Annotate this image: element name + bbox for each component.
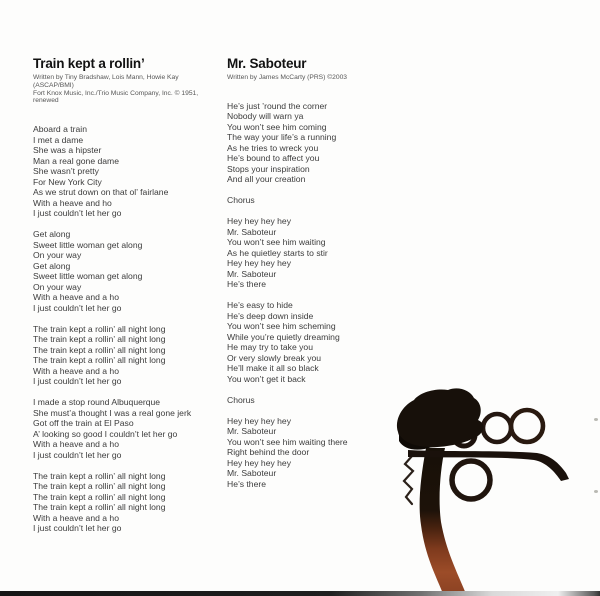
lyric-line: He’s deep down inside — [227, 310, 314, 321]
lyric-line: You won’t see him waiting there — [227, 436, 348, 447]
lyric-line: You won’t see him coming — [227, 121, 327, 132]
lyric-line: With a heave and ho — [33, 197, 112, 208]
spectacle-right-ring — [511, 410, 543, 442]
credit-line: Written by James McCarty (PRS) ©2003 — [227, 74, 348, 81]
credit-line: Fort Knox Music, Inc./Trio Music Company, Inc. © 1951, renewed — [33, 89, 199, 105]
lyric-line: Hey hey hey hey — [227, 457, 292, 468]
lyric-line: He’s easy to hide — [227, 300, 293, 311]
lyric-line: As we strut down on that ol’ fairlane — [33, 187, 169, 198]
lyric-line: For New York City — [33, 176, 102, 187]
lyric-line: And all your creation — [227, 174, 306, 185]
spectacle-left-ring — [483, 414, 511, 442]
lyric-line: The train kept a rollin’ all night long — [33, 334, 166, 345]
lyric-line: You won’t see him scheming — [227, 321, 336, 332]
hat-shape — [397, 388, 483, 447]
lyric-line: Stops your inspiration — [227, 163, 310, 174]
lyric-line: With a heave and a ho — [33, 439, 119, 450]
lyric-line: He’s bound to affect you — [227, 153, 320, 164]
lyric-line: As he quietley starts to stir — [227, 247, 328, 258]
credit-line: Written by Tiny Bradshaw, Lois Mann, Howie Kay (ASCAP/BMI) — [33, 74, 179, 89]
lyric-line: Sweet little woman get along — [33, 239, 143, 250]
lyric-line: He may try to take you — [227, 342, 313, 353]
lyric-line: On your way — [33, 281, 82, 292]
lyric-line: The train kept a rollin’ all night long — [33, 344, 166, 355]
lyric-line: She was a hipster — [33, 145, 102, 156]
lyric-line: Nobody will warn ya — [227, 111, 304, 122]
lyric-line: Hey hey hey hey — [227, 258, 292, 269]
lyric-line: Chorus — [227, 195, 255, 206]
lyric-line: The train kept a rollin’ all night long — [33, 491, 166, 502]
lyric-line: The train kept a rollin’ all night long — [33, 355, 166, 366]
song-title: Train kept a rollin’ — [33, 56, 145, 71]
lyric-line: Mr. Saboteur — [227, 226, 277, 237]
lyric-line: Mr. Saboteur — [227, 468, 277, 479]
lyric-line: He’ll make it all so black — [227, 363, 319, 374]
lyric-line: Chorus — [227, 394, 255, 405]
lyric-line: I just couldn’t let her go — [33, 208, 122, 219]
lyric-line: Hey hey hey hey — [227, 216, 292, 227]
lyric-line: I just couldn’t let her go — [33, 376, 122, 387]
lyric-line: I made a stop round Albuquerque — [33, 397, 161, 408]
lyric-line: The train kept a rollin’ all night long — [33, 470, 166, 481]
lyric-line: Mr. Saboteur — [227, 426, 277, 437]
lyric-line: As he tries to wreck you — [227, 142, 319, 153]
lyric-line: I just couldn’t let her go — [33, 523, 122, 534]
lyric-line: Right behind the door — [227, 447, 310, 458]
lyric-line: With a heave and a ho — [33, 365, 119, 376]
lower-ring-shape — [452, 461, 490, 499]
lyric-line: The way your life’s a running — [227, 132, 337, 143]
lyric-line: Sweet little woman get along — [33, 271, 143, 282]
scan-speck — [594, 490, 598, 493]
lyric-line: Get along — [33, 229, 71, 240]
lyric-line: She wasn’t pretty — [33, 166, 99, 177]
lyric-line: A’ looking so good I couldn’t let her go — [33, 428, 178, 439]
lyric-line: Got off the train at El Paso — [33, 418, 134, 429]
lyric-line: Or very slowly break you — [227, 352, 322, 363]
lyric-line: With a heave and a ho — [33, 292, 119, 303]
lyric-line: Aboard a train — [33, 124, 87, 135]
lyric-line: Get along — [33, 260, 71, 271]
lyric-line: Man a real gone dame — [33, 155, 119, 166]
lyric-line: On your way — [33, 250, 82, 261]
lyric-line: He’s there — [227, 478, 267, 489]
lyric-line: He’s just ’round the corner — [227, 100, 328, 111]
lyric-line: The train kept a rollin’ all night long — [33, 481, 166, 492]
lyric-line: The train kept a rollin’ all night long — [33, 502, 166, 513]
wire-shape — [404, 456, 413, 504]
lyric-line: Hey hey hey hey — [227, 415, 292, 426]
lyric-line: With a heave and a ho — [33, 512, 119, 523]
song-title: Mr. Saboteur — [227, 56, 307, 71]
lyric-line: While you’re quietly dreaming — [227, 331, 340, 342]
lyric-line: I met a dame — [33, 134, 84, 145]
lyric-line: She must’a thought I was a real gone jerk — [33, 407, 192, 418]
lyric-line: You won’t see him waiting — [227, 237, 326, 248]
lyric-line: You won’t get it back — [227, 373, 306, 384]
scan-edge — [0, 591, 600, 596]
lyric-line: I just couldn’t let her go — [33, 449, 122, 460]
lyric-line: He’s there — [227, 279, 267, 290]
lyric-line: The train kept a rollin’ all night long — [33, 323, 166, 334]
cane-shape — [420, 448, 467, 596]
lyric-line: I just couldn’t let her go — [33, 302, 122, 313]
scan-speck — [594, 418, 598, 421]
lyric-line: Mr. Saboteur — [227, 268, 277, 279]
